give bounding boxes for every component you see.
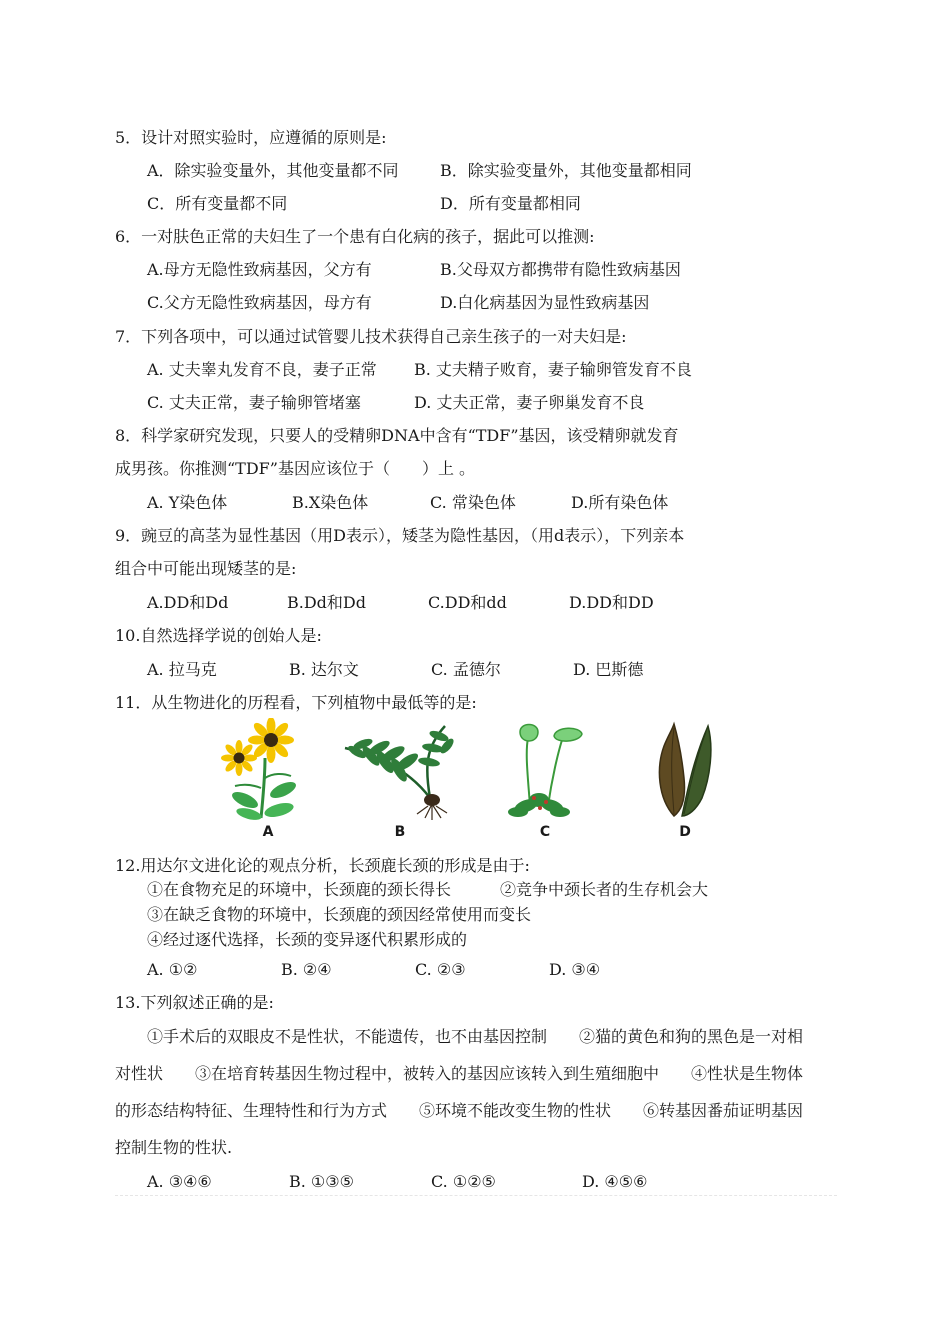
q13-option-c: C. ①②⑤ <box>431 1172 496 1191</box>
q11-stem: 11．从生物进化的历程看，下列植物中最低等的是: <box>115 693 477 712</box>
seaweed-plant-icon <box>630 718 740 840</box>
q13-option-b: B. ①③⑤ <box>289 1172 354 1191</box>
q6-option-a: A.母方无隐性致病基因，父方有 <box>147 260 372 279</box>
plant-label-b: B <box>394 824 406 840</box>
q7-option-a: A. 丈夫睾丸发育不良，妻子正常 <box>147 360 377 379</box>
sunflower-plant-icon <box>213 718 323 840</box>
q10-option-b: B. 达尔文 <box>289 660 359 679</box>
q6-option-b: B.父母双方都携带有隐性致病基因 <box>440 260 681 279</box>
q5-stem: 5．设计对照实验时，应遵循的原则是: <box>115 128 387 147</box>
q7-option-d: D. 丈夫正常，妻子卵巢发育不良 <box>414 393 645 412</box>
q6-option-c: C.父方无隐性致病基因，母方有 <box>147 293 372 312</box>
q5-option-a: A．除实验变量外，其他变量都不同 <box>147 161 399 180</box>
q12-option-a: A. ①② <box>147 960 198 979</box>
q9-option-c: C.DD和dd <box>428 593 507 612</box>
q9-stem-line1: 9．豌豆的高茎为显性基因（用D表示），矮茎为隐性基因，（用d表示），下列亲本 <box>115 526 685 545</box>
q9-option-a: A.DD和Dd <box>147 593 229 612</box>
q8-option-a: A. Y染色体 <box>147 493 228 512</box>
q12-option-b: B. ②④ <box>281 960 332 979</box>
q8-option-d: D.所有染色体 <box>571 493 669 512</box>
q13-paragraph-line2: 对性状 ③在培育转基因生物过程中，被转入的基因应该转入到生殖细胞中 ④性状是生物体 <box>115 1064 804 1083</box>
plant-label-a: A <box>262 824 274 840</box>
q8-stem-line2: 成男孩。你推测“TDF”基因应该位于（ ）上 。 <box>115 459 476 478</box>
q12-statement-3: ③在缺乏食物的环境中，长颈鹿的颈因经常使用而变长 <box>147 905 532 924</box>
q13-paragraph-line3: 的形态结构特征、生理特性和行为方式 ⑤环境不能改变生物的性状 ⑥转基因番茄证明基因 <box>115 1101 804 1120</box>
q12-stem: 12.用达尔文进化论的观点分析，长颈鹿长颈的形成是由于: <box>115 856 530 875</box>
q5-option-d: D．所有变量都相同 <box>440 194 581 213</box>
moss-plant-icon <box>490 718 600 840</box>
q11-plant-figures <box>205 718 765 846</box>
q7-option-c: C. 丈夫正常，妻子输卵管堵塞 <box>147 393 361 412</box>
q8-option-c: C. 常染色体 <box>430 493 516 512</box>
q13-option-a: A. ③④⑥ <box>147 1172 212 1191</box>
q10-option-c: C. 孟德尔 <box>431 660 501 679</box>
plant-label-d: D <box>679 824 691 840</box>
q13-stem: 13.下列叙述正确的是: <box>115 993 274 1012</box>
q10-stem: 10.自然选择学说的创始人是: <box>115 626 322 645</box>
q13-option-d: D. ④⑤⑥ <box>582 1172 648 1191</box>
q7-option-b: B. 丈夫精子败育，妻子输卵管发育不良 <box>414 360 692 379</box>
q5-option-c: C．所有变量都不同 <box>147 194 288 213</box>
q12-statement-1: ①在食物充足的环境中，长颈鹿的颈长得长 <box>147 880 452 899</box>
q12-statement-4: ④经过逐代选择，长颈的变异逐代积累形成的 <box>147 930 468 949</box>
q7-stem: 7．下列各项中，可以通过试管婴儿技术获得自己亲生孩子的一对夫妇是: <box>115 327 627 346</box>
q12-option-d: D. ③④ <box>549 960 601 979</box>
q13-paragraph-line1: ①手术后的双眼皮不是性状，不能遗传，也不由基因控制 ②猫的黄色和狗的黑色是一对相 <box>147 1027 804 1046</box>
plant-label-c: C <box>539 824 551 840</box>
fern-plant-icon <box>335 718 465 840</box>
footer-divider <box>115 1195 837 1196</box>
q6-option-d: D.白化病基因为显性致病基因 <box>440 293 650 312</box>
q12-statement-2: ②竞争中颈长者的生存机会大 <box>500 880 709 899</box>
q9-option-b: B.Dd和Dd <box>287 593 366 612</box>
q8-stem-line1: 8．科学家研究发现，只要人的受精卵DNA中含有“TDF”基因，该受精卵就发育 <box>115 426 679 445</box>
q12-option-c: C. ②③ <box>415 960 466 979</box>
q9-option-d: D.DD和DD <box>569 593 654 612</box>
q10-option-a: A. 拉马克 <box>147 660 217 679</box>
q13-paragraph-line4: 控制生物的性状. <box>115 1138 233 1157</box>
q8-option-b: B.X染色体 <box>292 493 369 512</box>
q6-stem: 6．一对肤色正常的夫妇生了一个患有白化病的孩子，据此可以推测: <box>115 227 595 246</box>
q5-option-b: B．除实验变量外，其他变量都相同 <box>440 161 692 180</box>
q10-option-d: D. 巴斯德 <box>573 660 644 679</box>
q9-stem-line2: 组合中可能出现矮茎的是: <box>115 559 297 578</box>
